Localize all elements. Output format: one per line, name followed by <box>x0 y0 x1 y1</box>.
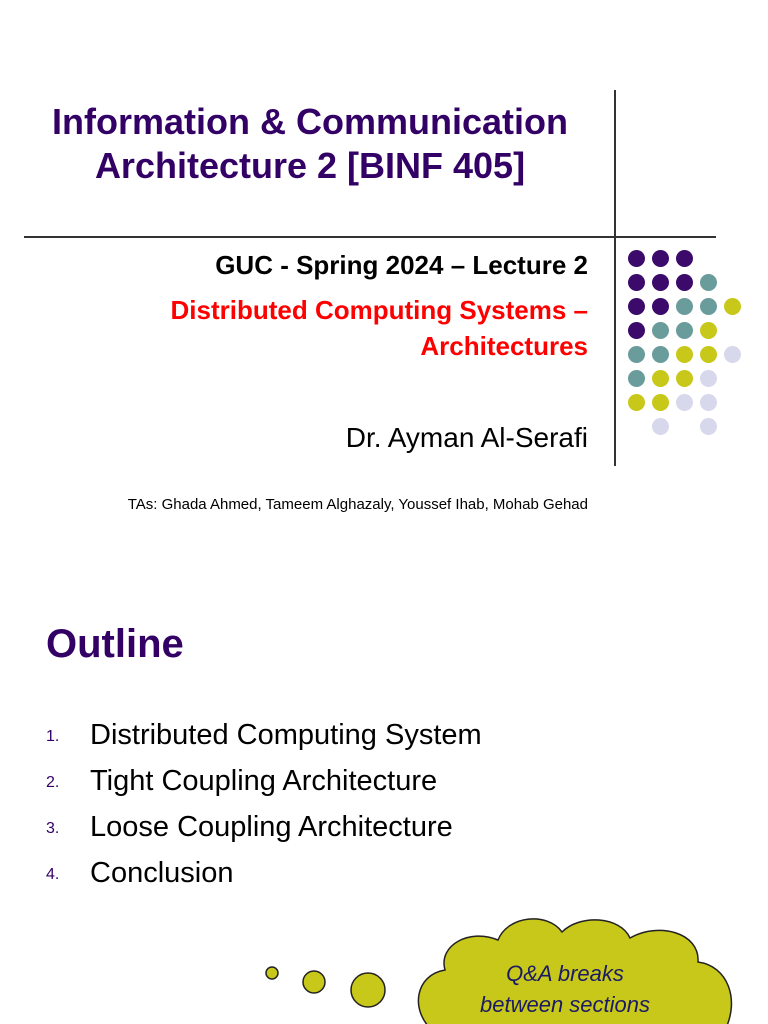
thought-bubble-large <box>351 973 385 1007</box>
thought-bubble-small <box>266 967 278 979</box>
author-name: Dr. Ayman Al-Serafi <box>345 422 588 453</box>
outline-item-text: Conclusion <box>90 857 234 889</box>
outline-item-number: 1. <box>46 728 60 745</box>
teaching-assistants: TAs: Ghada Ahmed, Tameem Alghazaly, Youssef Ihab, Mohab Gehad <box>127 496 588 513</box>
subtitle-line-2: Architectures <box>420 331 588 361</box>
slide-title-line-1: Information & Communication <box>52 101 568 142</box>
outline-item-text: Loose Coupling Architecture <box>90 811 453 843</box>
thought-bubble-medium <box>303 971 325 993</box>
outline-item-number: 4. <box>46 866 60 883</box>
lecture-label: GUC - Spring 2024 – Lecture 2 <box>215 250 588 280</box>
outline-item-text: Tight Coupling Architecture <box>90 765 438 797</box>
callout-line-1: Q&A breaks <box>506 961 624 986</box>
callout-line-2: between sections <box>480 992 650 1017</box>
outline-item-text: Distributed Computing System <box>90 719 482 751</box>
callout-text <box>430 958 700 1020</box>
outline-item-number: 2. <box>46 774 60 791</box>
slide-title-line-2: Architecture 2 [BINF 405] <box>94 145 526 186</box>
outline-item-number: 3. <box>46 820 60 837</box>
outline-heading: Outline <box>46 622 184 666</box>
subtitle-line-1: Distributed Computing Systems – <box>170 295 588 325</box>
